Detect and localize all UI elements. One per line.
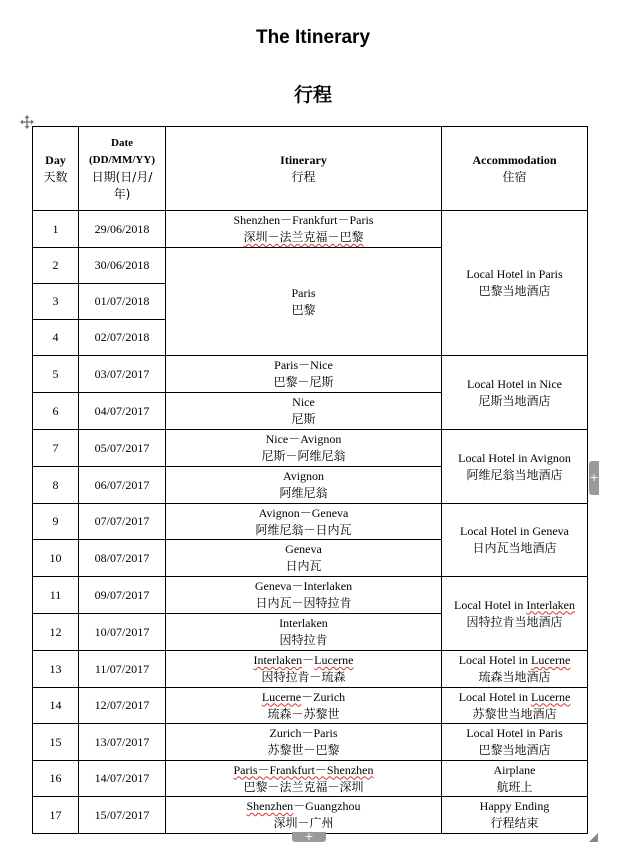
page-title-chinese: 行程 [293, 85, 332, 106]
date-cell: 07/07/2017 [79, 504, 166, 540]
itinerary-zh: 尼斯 [291, 412, 316, 426]
accommodation-en [442, 597, 587, 614]
itinerary-en-from: Lucerne [261, 689, 302, 704]
add-row-button[interactable] [292, 832, 326, 842]
itinerary-cell [166, 467, 442, 504]
itinerary-en: Nice [292, 395, 315, 409]
date-cell: 06/07/2017 [79, 467, 166, 504]
header-day-en: Day [45, 152, 66, 167]
date-cell: 15/07/2017 [79, 797, 166, 834]
add-column-button[interactable] [589, 461, 599, 495]
accommodation-en: Happy Ending [479, 799, 550, 813]
day-cell: 15 [33, 724, 79, 761]
itinerary-cell [166, 211, 442, 248]
itinerary-zh: 因特拉肯－琉森 [261, 670, 346, 684]
day-cell: 5 [33, 356, 79, 393]
itinerary-zh: 深圳－法兰克福－巴黎 [243, 230, 364, 244]
day-cell: 3 [33, 284, 79, 320]
header-itinerary-en: Itinerary [280, 152, 327, 167]
date-cell: 13/07/2017 [79, 724, 166, 761]
accommodation-zh: 因特拉肯当地酒店 [466, 614, 563, 629]
day-cell: 16 [33, 761, 79, 797]
date-cell: 12/07/2017 [79, 688, 166, 724]
accommodation-cell [442, 211, 588, 356]
day-cell: 2 [33, 248, 79, 284]
table-row [33, 504, 588, 540]
table-row [33, 356, 588, 393]
table-row [33, 577, 588, 614]
itinerary-zh: 因特拉肯 [279, 633, 328, 647]
itinerary-table [32, 126, 588, 834]
date-cell: 03/07/2017 [79, 356, 166, 393]
accommodation-cell [442, 651, 588, 688]
day-cell: 8 [33, 467, 79, 504]
accommodation-en-prefix: Local Hotel in [458, 689, 531, 704]
table-row [33, 761, 588, 797]
day-cell: 1 [33, 211, 79, 248]
accommodation-cell [442, 577, 588, 651]
page-title: The Itinerary [255, 27, 371, 48]
date-cell: 10/07/2017 [79, 614, 166, 651]
itinerary-cell [166, 577, 442, 614]
itinerary-en: Zurich－Paris [269, 726, 338, 740]
accommodation-cell [442, 430, 588, 504]
itinerary-en [166, 798, 441, 815]
itinerary-zh: 尼斯－阿维尼翁 [261, 449, 346, 463]
accommodation-zh: 巴黎当地酒店 [478, 743, 551, 757]
accommodation-en-prefix: Local Hotel in [454, 597, 527, 612]
itinerary-zh: 巴黎－法兰克福－深圳 [243, 779, 364, 794]
date-cell: 11/07/2017 [79, 651, 166, 688]
accommodation-zh: 尼斯当地酒店 [478, 393, 551, 408]
accommodation-cell [442, 504, 588, 577]
table-row [33, 724, 588, 761]
itinerary-en: Avignon－Geneva [258, 505, 349, 520]
table-row [33, 211, 588, 248]
day-cell: 11 [33, 577, 79, 614]
accommodation-zh: 日内瓦当地酒店 [472, 541, 557, 555]
itinerary-cell [166, 393, 442, 430]
itinerary-cell [166, 797, 442, 834]
accommodation-en [442, 689, 587, 706]
itinerary-en: Shenzhen－Frankfurt－Paris [233, 213, 374, 227]
itinerary-en [166, 652, 441, 669]
accommodation-en: Local Hotel in Avignon [458, 450, 571, 465]
itinerary-en: Nice－Avignon [265, 432, 342, 446]
itinerary-cell [166, 504, 442, 540]
accommodation-en: Local Hotel in Geneva [460, 524, 569, 538]
table-row [33, 430, 588, 467]
table-row [33, 797, 588, 834]
itinerary-cell [166, 651, 442, 688]
accommodation-en: Local Hotel in Paris [466, 726, 563, 740]
plus-icon: + [589, 471, 599, 484]
accommodation-en-prefix: Local Hotel in [458, 653, 531, 667]
date-cell: 01/07/2018 [79, 284, 166, 320]
accommodation-en: Airplane [493, 762, 536, 777]
itinerary-zh: 深圳－广州 [273, 816, 334, 830]
header-date-zh-2: 年) [113, 186, 131, 201]
accommodation-zh: 行程结束 [490, 816, 539, 830]
header-accommodation-zh: 住宿 [502, 169, 527, 184]
header-accommodation-en: Accommodation [472, 152, 557, 167]
itinerary-cell [166, 688, 442, 724]
itinerary-en-from: Shenzhen [246, 799, 294, 813]
itinerary-zh: 阿维尼翁 [279, 486, 328, 500]
day-cell: 17 [33, 797, 79, 834]
itinerary-cell [166, 430, 442, 467]
itinerary-en: Interlaken [279, 616, 328, 630]
day-cell: 9 [33, 504, 79, 540]
day-cell: 6 [33, 393, 79, 430]
header-date [79, 127, 166, 211]
accommodation-cell [442, 724, 588, 761]
accommodation-cell [442, 356, 588, 430]
itinerary-cell [166, 248, 442, 356]
accommodation-zh: 阿维尼翁当地酒店 [466, 467, 563, 482]
itinerary-en-to: Lucerne [314, 653, 354, 667]
header-date-zh-1: 日期(日/月/ [91, 169, 153, 184]
table-row [33, 688, 588, 724]
date-cell: 30/06/2018 [79, 248, 166, 284]
itinerary-en-sep: － [293, 799, 306, 813]
itinerary-cell [166, 614, 442, 651]
itinerary-en [166, 689, 441, 706]
accommodation-en: Local Hotel in Nice [467, 376, 562, 391]
itinerary-en-sep: － [301, 689, 314, 704]
date-cell: 02/07/2018 [79, 320, 166, 356]
date-cell: 09/07/2017 [79, 577, 166, 614]
itinerary-zh: 巴黎－尼斯 [273, 375, 334, 389]
itinerary-en: Paris [291, 285, 316, 300]
accommodation-en: Local Hotel in Paris [466, 267, 563, 281]
itinerary-en-to: Zurich [313, 689, 346, 704]
date-cell: 04/07/2017 [79, 393, 166, 430]
date-cell: 05/07/2017 [79, 430, 166, 467]
accommodation-zh: 巴黎当地酒店 [478, 284, 551, 298]
itinerary-zh: 日内瓦 [285, 559, 322, 573]
itinerary-cell [166, 724, 442, 761]
itinerary-zh: 巴黎 [291, 302, 316, 317]
accommodation-cell [442, 688, 588, 724]
header-itinerary-zh: 行程 [291, 169, 316, 184]
itinerary-cell [166, 761, 442, 797]
itinerary-en: Geneva－Interlaken [254, 579, 353, 593]
itinerary-zh: 苏黎世－巴黎 [267, 743, 340, 757]
day-cell: 10 [33, 540, 79, 577]
accommodation-en-place: Lucerne [531, 653, 571, 667]
itinerary-en-sep: － [302, 653, 315, 667]
date-cell: 29/06/2018 [79, 211, 166, 248]
itinerary-zh: 琉森－苏黎世 [267, 706, 340, 721]
accommodation-zh: 琉森当地酒店 [478, 670, 551, 684]
table-header-row [33, 127, 588, 211]
date-cell: 08/07/2017 [79, 540, 166, 577]
accommodation-zh: 航班上 [496, 779, 533, 794]
itinerary-en: Avignon [282, 469, 325, 483]
day-cell: 12 [33, 614, 79, 651]
itinerary-cell [166, 540, 442, 577]
accommodation-en [442, 652, 587, 669]
header-accommodation [442, 127, 588, 211]
header-day [33, 127, 79, 211]
accommodation-cell [442, 761, 588, 797]
itinerary-en-from: Interlaken [253, 653, 303, 667]
header-date-en: Date [111, 136, 133, 149]
itinerary-en: Paris－Frankfurt－Shenzhen [233, 762, 374, 777]
itinerary-zh: 阿维尼翁－日内瓦 [255, 522, 352, 537]
itinerary-zh: 日内瓦－因特拉肯 [255, 596, 352, 610]
resize-corner-icon[interactable] [589, 833, 598, 842]
accommodation-en-place: Interlaken [526, 597, 575, 612]
itinerary-cell [166, 356, 442, 393]
header-day-zh: 天数 [43, 169, 68, 184]
plus-icon: + [304, 830, 314, 843]
date-cell: 14/07/2017 [79, 761, 166, 797]
accommodation-cell [442, 797, 588, 834]
header-itinerary [166, 127, 442, 211]
itinerary-en: Geneva [285, 542, 322, 556]
day-cell: 14 [33, 688, 79, 724]
day-cell: 13 [33, 651, 79, 688]
table-row [33, 651, 588, 688]
itinerary-en-to: Guangzhou [305, 799, 361, 813]
accommodation-en-place: Lucerne [531, 689, 571, 704]
itinerary-en: Paris－Nice [274, 358, 333, 372]
header-date-format: (DD/MM/YY) [89, 153, 155, 166]
day-cell: 4 [33, 320, 79, 356]
day-cell: 7 [33, 430, 79, 467]
accommodation-zh: 苏黎世当地酒店 [472, 706, 557, 721]
